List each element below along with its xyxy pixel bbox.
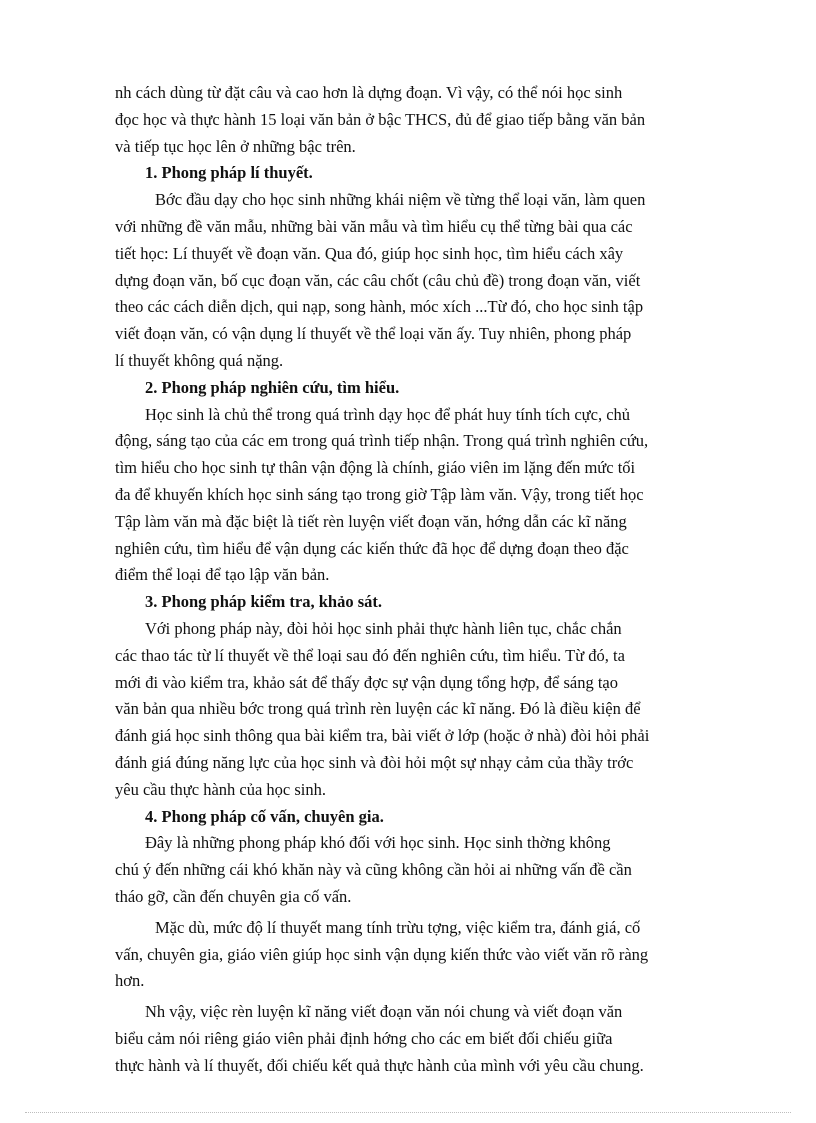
body-line: đánh giá đúng năng lực của học sinh và đòi hỏi một sự nhạy cảm của thầy trớc — [115, 752, 634, 772]
page-bottom-divider — [25, 1112, 791, 1113]
body-line: điểm thể loại để tạo lập văn bản. — [115, 565, 330, 585]
body-line: đọc học và thực hành 15 loại văn bản ở bậc THCS, đủ để giao tiếp bằng văn bản — [115, 109, 646, 129]
body-line: với những đề văn mẫu, những bài văn mẫu và tìm hiểu cụ thể từng bài qua các — [115, 216, 633, 236]
document-body — [115, 80, 739, 1079]
body-line: Nh vậy, việc rèn luyện kĩ năng viết đoạn văn nói chung và viết đoạn văn — [145, 1002, 623, 1022]
body-line: lí thuyết không quá nặng. — [115, 350, 284, 370]
body-line: dựng đoạn văn, bố cục đoạn văn, các câu chốt (câu chủ đề) trong đoạn văn, viết — [115, 270, 641, 290]
body-line: biểu cảm nói riêng giáo viên phải định hớng cho các em biết đối chiếu giữa — [115, 1028, 613, 1048]
body-line: Học sinh là chủ thể trong quá trình dạy học để phát huy tính tích cực, chủ — [145, 404, 631, 424]
body-line: và tiếp tục học lên ở những bậc trên. — [115, 136, 356, 156]
body-line: Tập làm văn mà đặc biệt là tiết rèn luyện viết đoạn văn, hớng dẫn các kĩ năng — [115, 511, 627, 531]
section-heading-2: 2. Phong pháp nghiên cứu, tìm hiểu. — [145, 377, 400, 397]
body-line: nh cách dùng từ đặt câu và cao hơn là dựng đoạn. Vì vậy, có thể nói học sinh — [115, 83, 623, 102]
body-line: Mặc dù, mức độ lí thuyết mang tính trừu tợng, việc kiểm tra, đánh giá, cố — [155, 917, 641, 937]
body-line: văn bản qua nhiều bớc trong quá trình rèn luyện các kĩ năng. Đó là điều kiện để — [115, 699, 641, 719]
body-line: Đây là những phong pháp khó đối với học sinh. Học sinh thờng không — [145, 833, 611, 853]
body-line: mới đi vào kiểm tra, khảo sát để thấy đợc sự vận dụng tổng hợp, để sáng tạo — [115, 672, 618, 692]
section-heading-3: 3. Phong pháp kiểm tra, khảo sát. — [145, 592, 383, 612]
body-line: thực hành và lí thuyết, đối chiếu kết quả thực hành của mình với yêu cầu chung. — [115, 1055, 644, 1075]
section-heading-4: 4. Phong pháp cố vấn, chuyên gia. — [145, 806, 384, 826]
section-heading-1: 1. Phong pháp lí thuyết. — [145, 163, 313, 183]
body-line: Với phong pháp này, đòi hỏi học sinh phải thực hành liên tục, chắc chắn — [145, 618, 622, 638]
body-line: Bớc đầu dạy cho học sinh những khái niệm về từng thể loại văn, làm quen — [155, 190, 646, 210]
body-line: viết đoạn văn, có vận dụng lí thuyết về thể loại văn ấy. Tuy nhiên, phong pháp — [115, 324, 632, 344]
body-line: theo các cách diễn dịch, qui nạp, song hành, móc xích ...Từ đó, cho học sinh tập — [115, 297, 644, 317]
body-line: các thao tác từ lí thuyết về thể loại sau đó đến nghiên cứu, tìm hiểu. Từ đó, ta — [115, 645, 625, 665]
body-line: hơn. — [115, 971, 145, 991]
body-line: nghiên cứu, tìm hiểu để vận dụng các kiến thức đã học để dựng đoạn theo đặc — [115, 538, 629, 558]
body-line: đa để khuyến khích học sinh sáng tạo trong giờ Tập làm văn. Vậy, trong tiết học — [115, 484, 644, 504]
body-line: tìm hiểu cho học sinh tự thân vận động là chính, giáo viên im lặng đến mức tối — [115, 458, 636, 478]
body-line: động, sáng tạo của các em trong quá trình tiếp nhận. Trong quá trình nghiên cứu, — [115, 431, 649, 451]
body-line: tháo gỡ, cần đến chuyên gia cố vấn. — [115, 886, 352, 906]
body-line: tiết học: Lí thuyết về đoạn văn. Qua đó, giúp học sinh học, tìm hiểu cách xây — [115, 243, 624, 263]
body-line: vấn, chuyên gia, giáo viên giúp học sinh vận dụng kiến thức vào viết văn rõ ràng — [115, 944, 649, 964]
body-line: đánh giá học sinh thông qua bài kiểm tra, bài viết ở lớp (hoặc ở nhà) đòi hỏi phải — [115, 726, 650, 746]
body-line: yêu cầu thực hành của học sinh. — [115, 779, 326, 799]
body-line: chú ý đến những cái khó khăn này và cũng không cần hỏi ai những vấn đề cần — [115, 860, 632, 880]
